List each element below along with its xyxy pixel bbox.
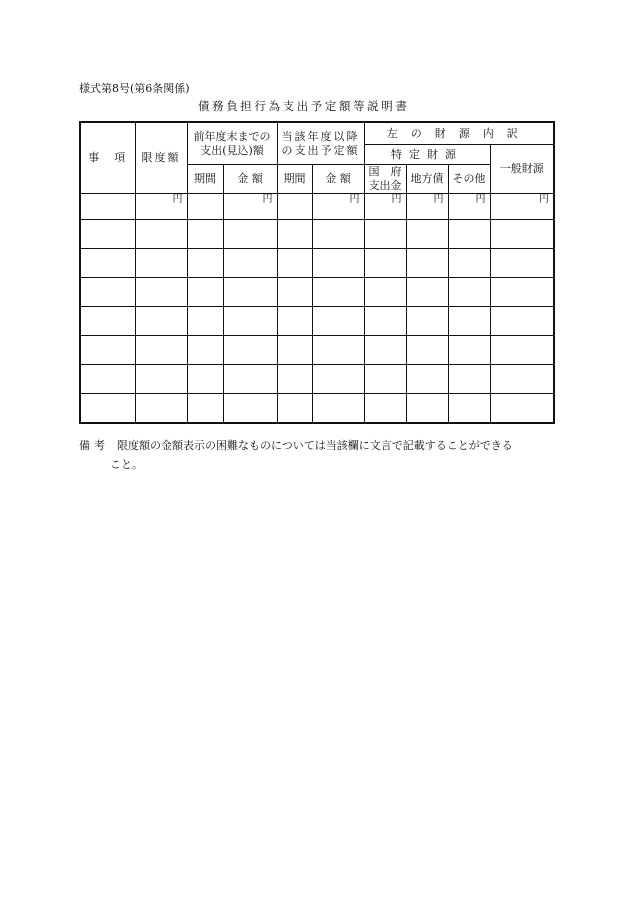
header-planned-amount: 金 額	[312, 165, 364, 194]
table-cell	[135, 249, 187, 278]
table-cell	[187, 394, 223, 424]
table-cell	[312, 278, 364, 307]
table-cell	[312, 336, 364, 365]
table-cell	[406, 365, 448, 394]
header-previous-amount: 金 額	[223, 165, 277, 194]
header-other: その他	[448, 165, 490, 194]
table-cell	[135, 220, 187, 249]
document-title: 債務負担行為支出予定額等説明書	[198, 99, 410, 113]
table-cell	[277, 307, 312, 336]
table-cell	[448, 278, 490, 307]
table-cell	[187, 220, 223, 249]
header-general-funding: 一般財源	[490, 145, 554, 194]
table-cell	[187, 336, 223, 365]
table-row	[80, 249, 554, 278]
table-cell	[406, 278, 448, 307]
unit-cell-limit: 円	[135, 194, 187, 220]
unit-cell-planned-amount: 円	[312, 194, 364, 220]
table-cell	[80, 394, 135, 424]
table-cell	[277, 365, 312, 394]
table-cell	[490, 394, 554, 424]
header-planned-period: 期間	[277, 165, 312, 194]
table-cell	[364, 394, 406, 424]
table-cell	[277, 394, 312, 424]
header-previous-spending-line2: 支出(見込)額	[200, 143, 264, 157]
unit-cell-other: 円	[448, 194, 490, 220]
header-planned-spending-line2: の支出予定額	[281, 143, 360, 157]
table-cell	[364, 220, 406, 249]
table-cell	[312, 394, 364, 424]
table-cell	[364, 336, 406, 365]
table-cell	[490, 278, 554, 307]
table-cell	[448, 394, 490, 424]
table-cell	[80, 220, 135, 249]
table-cell	[490, 220, 554, 249]
table-cell	[223, 249, 277, 278]
header-funding-breakdown: 左の財源内訳	[364, 122, 554, 145]
remarks	[79, 436, 559, 474]
table-row	[80, 307, 554, 336]
header-specific-funding: 特定財源	[364, 145, 490, 165]
table-cell	[223, 220, 277, 249]
table-cell	[448, 220, 490, 249]
unit-cell-item	[80, 194, 135, 220]
header-previous-spending-line1: 前年度末までの	[193, 129, 271, 143]
table-cell	[364, 307, 406, 336]
table-cell	[406, 394, 448, 424]
table-cell	[406, 220, 448, 249]
remarks-text-line1: 限度額の金額表示の困難なものについては当該欄に文言で記載することができる	[117, 439, 513, 452]
table-cell	[277, 278, 312, 307]
table-cell	[135, 278, 187, 307]
table-cell	[490, 307, 554, 336]
unit-row	[80, 194, 554, 220]
header-row-1	[80, 122, 554, 145]
table-cell	[277, 249, 312, 278]
table-cell	[277, 336, 312, 365]
table-cell	[490, 249, 554, 278]
table-cell	[448, 307, 490, 336]
header-planned-spending-line1: 当該年度以降	[281, 129, 360, 143]
table-cell	[406, 307, 448, 336]
table-cell	[312, 307, 364, 336]
table-cell	[187, 278, 223, 307]
header-limit: 限度額	[135, 122, 187, 194]
table-cell	[223, 307, 277, 336]
table-cell	[80, 278, 135, 307]
table-cell	[135, 336, 187, 365]
table-cell	[223, 336, 277, 365]
header-previous-period: 期間	[187, 165, 223, 194]
table-cell	[448, 365, 490, 394]
table-cell	[406, 249, 448, 278]
table-cell	[406, 336, 448, 365]
table-cell	[312, 365, 364, 394]
table-cell	[223, 394, 277, 424]
table-cell	[364, 249, 406, 278]
table-cell	[80, 365, 135, 394]
header-national-line1: 国 府	[368, 165, 402, 178]
table-row	[80, 220, 554, 249]
unit-cell-general: 円	[490, 194, 554, 220]
unit-cell-previous-amount: 円	[223, 194, 277, 220]
table-cell	[223, 278, 277, 307]
unit-cell-local-bond: 円	[406, 194, 448, 220]
table-cell	[312, 220, 364, 249]
unit-cell-previous-period	[187, 194, 223, 220]
table-cell	[364, 278, 406, 307]
table-cell	[135, 307, 187, 336]
unit-cell-planned-period	[277, 194, 312, 220]
table-row	[80, 394, 554, 424]
remarks-label: 備考	[79, 439, 109, 452]
table-cell	[80, 336, 135, 365]
table-cell	[364, 365, 406, 394]
header-planned-spending	[277, 122, 364, 165]
table-cell	[277, 220, 312, 249]
header-local-bond: 地方債	[406, 165, 448, 194]
table-body	[80, 220, 554, 424]
table-row	[80, 336, 554, 365]
table-cell	[80, 307, 135, 336]
remarks-line1	[79, 436, 559, 455]
remarks-text-line2: こと。	[110, 458, 143, 471]
table-cell	[135, 365, 187, 394]
unit-cell-national: 円	[364, 194, 406, 220]
table-cell	[448, 336, 490, 365]
table-cell	[490, 365, 554, 394]
table-cell	[223, 365, 277, 394]
table-cell	[187, 307, 223, 336]
header-item: 事 項	[80, 122, 135, 194]
expenditure-table	[79, 121, 555, 424]
table-row	[80, 365, 554, 394]
table-cell	[448, 249, 490, 278]
header-national-prefectural-subsidy	[364, 165, 406, 194]
table-cell	[490, 336, 554, 365]
table-row	[80, 278, 554, 307]
table-cell	[80, 249, 135, 278]
table-cell	[187, 249, 223, 278]
form-number: 様式第8号(第6条関係)	[79, 82, 190, 95]
header-national-line2: 支出金	[368, 179, 402, 192]
table-cell	[135, 394, 187, 424]
header-previous-spending	[187, 122, 277, 165]
table-cell	[312, 249, 364, 278]
table-cell	[187, 365, 223, 394]
